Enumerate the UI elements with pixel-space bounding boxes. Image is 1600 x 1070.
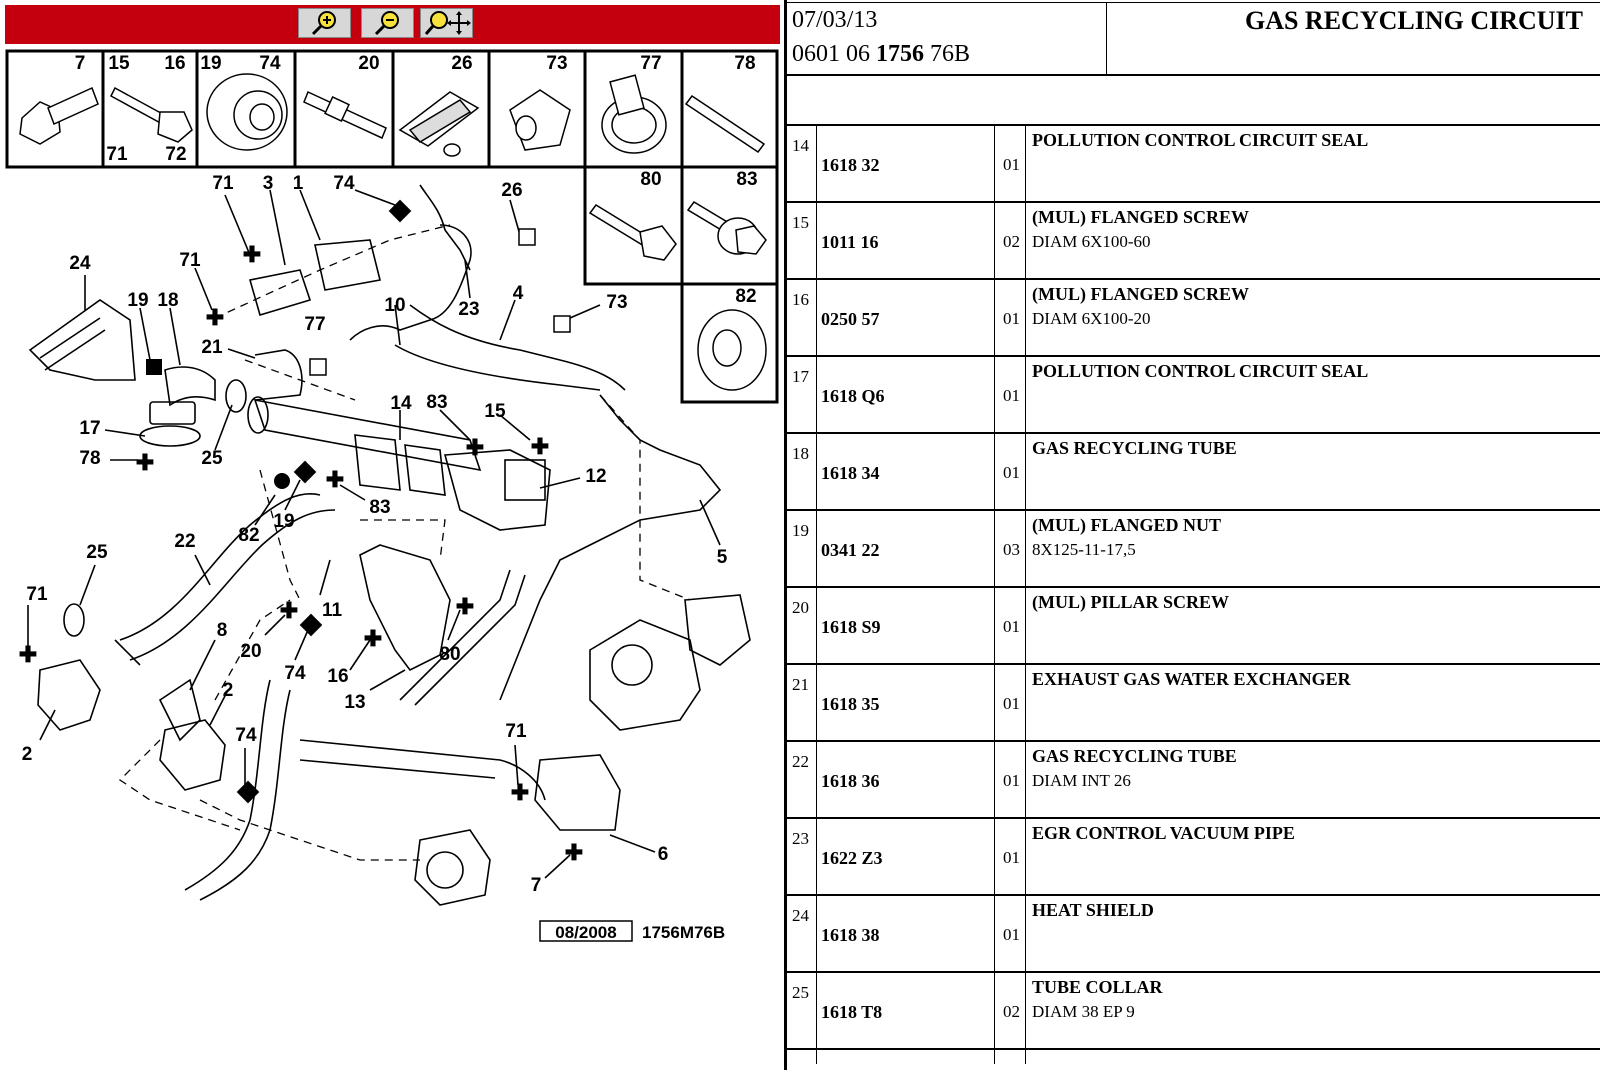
svg-text:✚: ✚ bbox=[530, 434, 550, 459]
callout-label: 16 bbox=[327, 666, 349, 687]
code-bold: 1756 bbox=[876, 41, 924, 67]
svg-text:✚: ✚ bbox=[465, 435, 485, 460]
part-number: 20 bbox=[792, 598, 809, 617]
part-description: DIAM 6X100-20 bbox=[1032, 309, 1151, 328]
part-7-bolt-drawing bbox=[20, 88, 98, 144]
callout-label: 82 bbox=[238, 525, 260, 546]
callout-label: 73 bbox=[606, 292, 628, 313]
part-number: 15 bbox=[792, 213, 809, 232]
callout-label: 71 bbox=[212, 173, 234, 194]
parts-row[interactable] bbox=[784, 588, 1600, 666]
part-description: 8X125-11-17,5 bbox=[1032, 540, 1136, 559]
parts-row[interactable] bbox=[784, 742, 1600, 820]
svg-text:✚: ✚ bbox=[135, 450, 155, 475]
part-quantity: 01 bbox=[1003, 848, 1020, 867]
box-number-label: 15 bbox=[108, 53, 130, 74]
callout-label: 2 bbox=[21, 744, 33, 765]
part-name: TUBE COLLAR bbox=[1032, 977, 1163, 997]
code-prefix: 0601 06 bbox=[792, 41, 876, 67]
diagram-panel bbox=[0, 0, 784, 1070]
part-number: 18 bbox=[792, 444, 809, 463]
part-quantity: 03 bbox=[1003, 540, 1020, 559]
part-number: 21 bbox=[792, 675, 809, 694]
part-reference: 1622 Z3 bbox=[821, 848, 883, 868]
callout-label: 25 bbox=[86, 542, 108, 563]
callout-label: 71 bbox=[26, 584, 48, 605]
box-number-label: 82 bbox=[735, 286, 757, 307]
box-number-label: 19 bbox=[200, 53, 222, 74]
svg-text:✚: ✚ bbox=[279, 598, 299, 623]
catalog-date: 07/03/13 bbox=[792, 7, 878, 33]
part-reference: 1011 16 bbox=[821, 232, 879, 252]
box-number-label: 74 bbox=[259, 53, 281, 74]
callout-label: 78 bbox=[79, 448, 101, 469]
callout-label: 74 bbox=[284, 663, 306, 684]
part-name: EXHAUST GAS WATER EXCHANGER bbox=[1032, 669, 1351, 689]
box-number-label: 26 bbox=[451, 53, 473, 74]
part-name: (MUL) FLANGED SCREW bbox=[1032, 207, 1250, 227]
box-number-label: 80 bbox=[640, 169, 662, 190]
box-number-label: 77 bbox=[640, 53, 662, 74]
stamp-date: 08/2008 bbox=[555, 923, 617, 942]
part-reference: 1618 36 bbox=[821, 771, 880, 791]
part-name: (MUL) PILLAR SCREW bbox=[1032, 592, 1230, 612]
callout-label: 11 bbox=[321, 600, 343, 621]
callout-label: 21 bbox=[201, 337, 223, 358]
stamp-ref: 1756M76B bbox=[642, 923, 726, 942]
part-number: 14 bbox=[792, 136, 809, 155]
svg-text:✚: ✚ bbox=[325, 467, 345, 492]
part-quantity: 01 bbox=[1003, 925, 1020, 944]
svg-text:✚: ✚ bbox=[242, 242, 262, 267]
callout-label: 2 bbox=[222, 680, 234, 701]
callout-label: 15 bbox=[484, 401, 506, 422]
callout-label: 4 bbox=[512, 283, 524, 304]
callout-label: 19 bbox=[273, 511, 295, 532]
callout-label: 20 bbox=[240, 641, 262, 662]
part-20-pillar-screw-drawing bbox=[304, 92, 386, 138]
part-name: HEAT SHIELD bbox=[1032, 900, 1154, 920]
part-name: (MUL) FLANGED SCREW bbox=[1032, 284, 1250, 304]
box-number-label: 73 bbox=[546, 53, 568, 74]
part-77-clamp-drawing bbox=[602, 75, 666, 153]
box-number-label: 7 bbox=[74, 53, 86, 74]
part-quantity: 01 bbox=[1003, 771, 1020, 790]
callout-label: 23 bbox=[458, 299, 480, 320]
part-reference: 1618 35 bbox=[821, 694, 880, 714]
callout-label: 6 bbox=[657, 844, 669, 865]
callout-label: 22 bbox=[174, 531, 196, 552]
svg-text:✚: ✚ bbox=[205, 305, 225, 330]
callout-label: 74 bbox=[235, 725, 257, 746]
part-name: EGR CONTROL VACUUM PIPE bbox=[1032, 823, 1295, 843]
part-quantity: 01 bbox=[1003, 155, 1020, 174]
parts-row[interactable] bbox=[784, 819, 1600, 897]
part-name: GAS RECYCLING TUBE bbox=[1032, 438, 1237, 458]
callout-label: 71 bbox=[505, 721, 527, 742]
callout-label: 17 bbox=[79, 418, 101, 439]
part-description: DIAM INT 26 bbox=[1032, 771, 1131, 790]
part-quantity: 01 bbox=[1003, 463, 1020, 482]
part-number: 22 bbox=[792, 752, 809, 771]
callout-label: 25 bbox=[201, 448, 223, 469]
box-number-label: 20 bbox=[358, 53, 380, 74]
part-quantity: 02 bbox=[1003, 232, 1020, 251]
callout-label: 18 bbox=[157, 290, 179, 311]
part-number: 19 bbox=[792, 521, 809, 540]
callout-label: 24 bbox=[69, 253, 91, 274]
part-name: GAS RECYCLING TUBE bbox=[1032, 746, 1237, 766]
box-number-label: 78 bbox=[734, 53, 756, 74]
part-number: 25 bbox=[792, 983, 809, 1002]
callout-label: 10 bbox=[384, 295, 406, 316]
parts-row[interactable] bbox=[784, 203, 1600, 281]
part-73-clip-drawing bbox=[510, 90, 570, 150]
part-82-washer-drawing bbox=[698, 310, 766, 390]
part-reference: 1618 34 bbox=[821, 463, 880, 483]
callout-label: 26 bbox=[501, 180, 523, 201]
exploded-diagram bbox=[0, 0, 784, 1070]
part-name: POLLUTION CONTROL CIRCUIT SEAL bbox=[1032, 130, 1369, 150]
callout-label: 5 bbox=[716, 547, 728, 568]
page-title: GAS RECYCLING CIRCUIT bbox=[1244, 6, 1584, 35]
callout-label: 19 bbox=[127, 290, 149, 311]
callout-label: 80 bbox=[439, 644, 461, 665]
part-26-clip-drawing bbox=[400, 92, 478, 156]
callout-label: 83 bbox=[426, 392, 448, 413]
part-description: DIAM 6X100-60 bbox=[1032, 232, 1151, 251]
part-80-screw-drawing bbox=[590, 205, 676, 260]
parts-row[interactable] bbox=[784, 973, 1600, 1051]
part-reference: 1618 T8 bbox=[821, 1002, 883, 1022]
code-suffix: 76B bbox=[924, 41, 971, 67]
part-number: 16 bbox=[792, 290, 809, 309]
part-83-bolt-drawing bbox=[688, 202, 766, 254]
callout-label: 74 bbox=[333, 173, 355, 194]
parts-row[interactable] bbox=[784, 357, 1600, 435]
part-name: (MUL) FLANGED NUT bbox=[1032, 515, 1221, 535]
part-reference: 1618 32 bbox=[821, 155, 880, 175]
part-quantity: 01 bbox=[1003, 309, 1020, 328]
part-name: POLLUTION CONTROL CIRCUIT SEAL bbox=[1032, 361, 1369, 381]
parts-row[interactable] bbox=[784, 126, 1600, 204]
callout-label: 77 bbox=[304, 314, 326, 335]
callout-label: 12 bbox=[585, 466, 607, 487]
parts-list-panel bbox=[784, 0, 1600, 1070]
part-reference: 0341 22 bbox=[821, 540, 880, 560]
callout-label: 71 bbox=[179, 250, 201, 271]
part-15-screw-drawing bbox=[111, 88, 192, 142]
box-number-label: 71 bbox=[106, 144, 128, 165]
part-quantity: 01 bbox=[1003, 386, 1020, 405]
box-number-label: 72 bbox=[165, 144, 187, 165]
parts-row[interactable] bbox=[784, 434, 1600, 512]
part-description: DIAM 38 EP 9 bbox=[1032, 1002, 1135, 1021]
part-reference: 0250 57 bbox=[821, 309, 880, 329]
callout-label: 8 bbox=[216, 620, 228, 641]
callout-label: 1 bbox=[292, 173, 304, 194]
svg-text:✚: ✚ bbox=[18, 642, 38, 667]
callout-label: 7 bbox=[530, 875, 542, 896]
svg-text:✚: ✚ bbox=[564, 840, 584, 865]
part-reference: 1618 S9 bbox=[821, 617, 881, 637]
catalog-code bbox=[792, 41, 970, 68]
svg-text:✚: ✚ bbox=[455, 594, 475, 619]
parts-row[interactable] bbox=[784, 280, 1600, 358]
parts-row[interactable] bbox=[784, 511, 1600, 589]
part-number: 17 bbox=[792, 367, 809, 386]
svg-text:✚: ✚ bbox=[363, 626, 383, 651]
callout-label: 3 bbox=[262, 173, 274, 194]
part-quantity: 02 bbox=[1003, 1002, 1020, 1021]
part-19-nut-drawing bbox=[207, 74, 287, 150]
callout-label: 14 bbox=[390, 393, 412, 414]
part-78-stud-drawing bbox=[686, 96, 764, 152]
box-number-label: 16 bbox=[164, 53, 186, 74]
parts-row[interactable] bbox=[784, 665, 1600, 743]
svg-text:✚: ✚ bbox=[510, 780, 530, 805]
box-number-label: 83 bbox=[736, 169, 758, 190]
callout-label: 13 bbox=[344, 692, 366, 713]
part-quantity: 01 bbox=[1003, 617, 1020, 636]
part-reference: 1618 Q6 bbox=[821, 386, 885, 406]
parts-row[interactable] bbox=[784, 896, 1600, 974]
part-reference: 1618 38 bbox=[821, 925, 880, 945]
callout-label: 83 bbox=[369, 497, 391, 518]
part-number: 23 bbox=[792, 829, 809, 848]
part-quantity: 01 bbox=[1003, 694, 1020, 713]
diagram-stamp bbox=[540, 921, 725, 942]
part-number: 24 bbox=[792, 906, 809, 925]
